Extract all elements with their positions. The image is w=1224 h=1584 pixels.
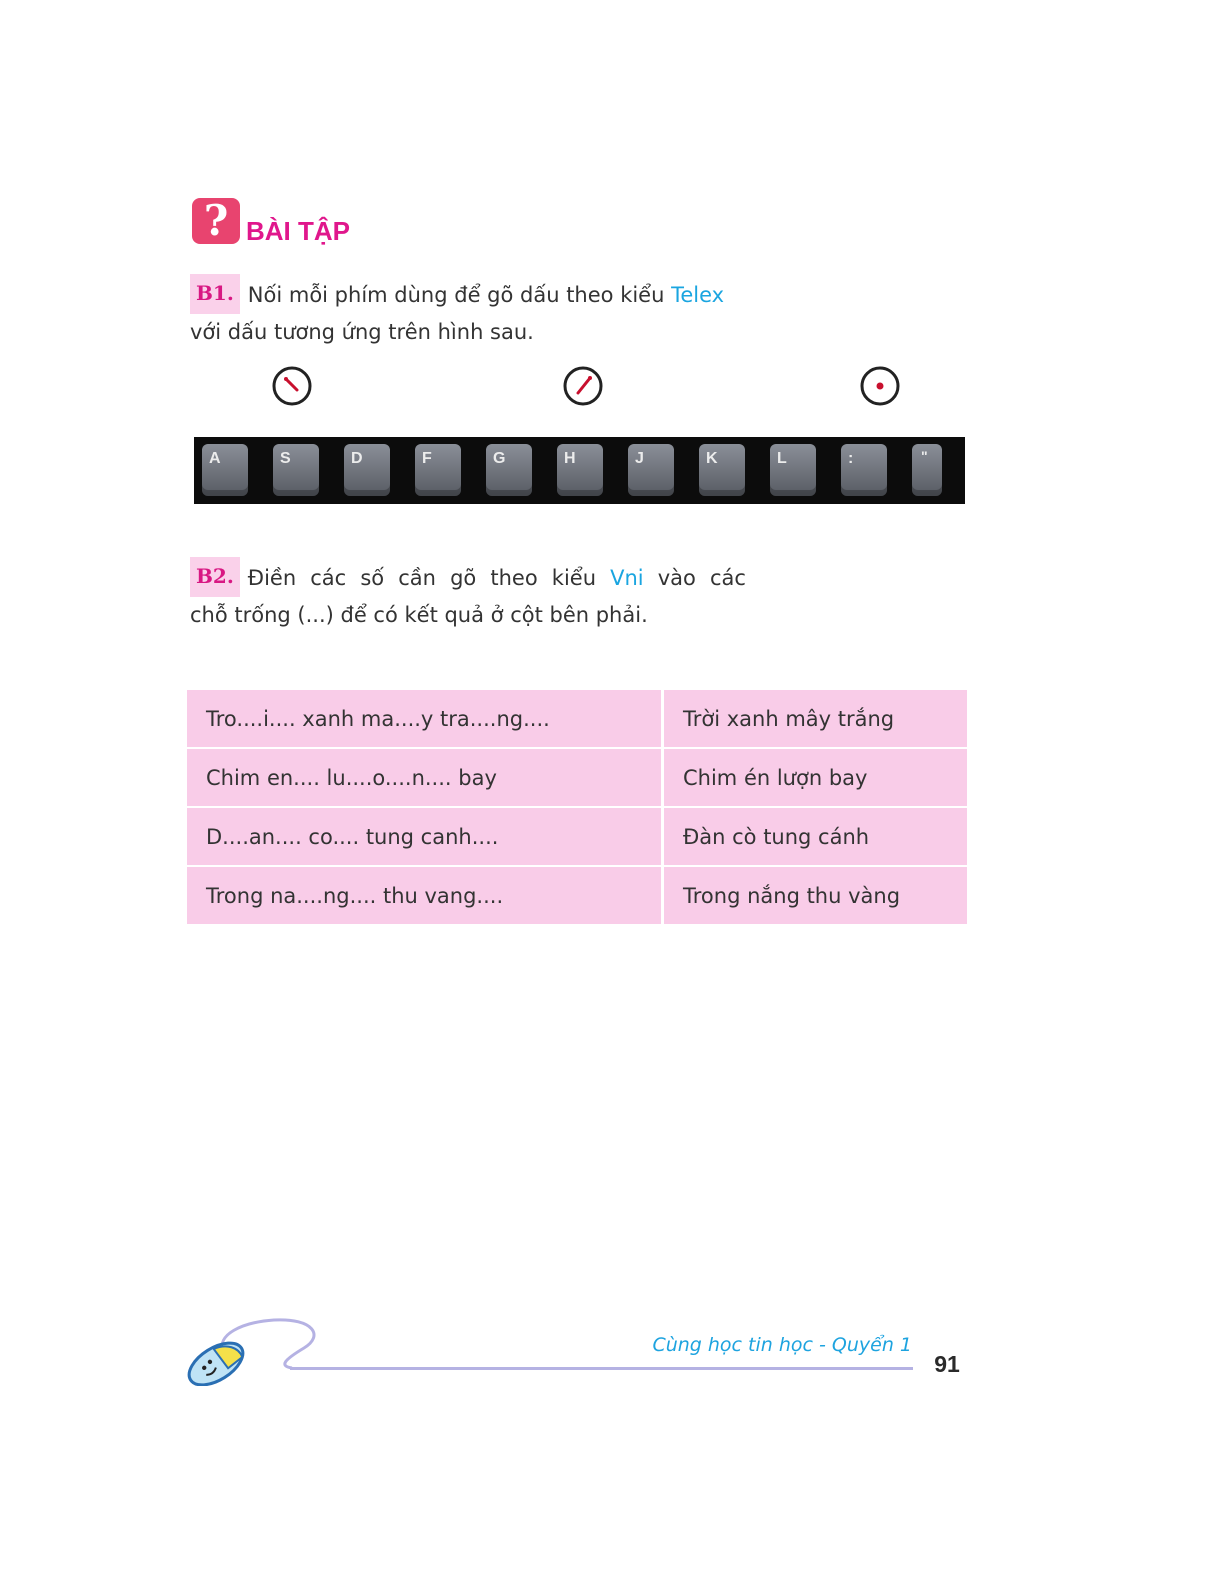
fill-in-table [187, 690, 967, 924]
key-quote: " [912, 444, 942, 496]
exercise-2-badge: B2. [190, 557, 240, 597]
mouse-illustration [184, 1314, 324, 1386]
table-row [187, 690, 967, 748]
question-icon: ? [192, 198, 240, 244]
key-s: S [273, 444, 319, 496]
telex-keyword: Telex [671, 283, 725, 307]
key-f: F [415, 444, 461, 496]
footer-divider [290, 1367, 913, 1370]
answer-cell: Trong nắng thu vàng [663, 866, 968, 924]
table-row [187, 866, 967, 924]
exercise-1-text: Nối mỗi phím dùng để gõ dấu theo kiểu [247, 283, 672, 307]
vni-keyword: Vni [610, 566, 644, 590]
key-g: G [486, 444, 532, 496]
exercise-1-line-1 [190, 274, 750, 314]
blank-cell: Trong na....ng.... thu vang.... [187, 866, 663, 924]
exercise-2 [190, 557, 746, 633]
answer-cell: Chim én lượn bay [663, 748, 968, 807]
book-title: Cùng học tin học - Quyển 1 [652, 1334, 912, 1356]
section-title: BÀI TẬP [246, 216, 350, 246]
table-row [187, 748, 967, 807]
answer-cell: Đàn cò tung cánh [663, 807, 968, 866]
key-d: D [344, 444, 390, 496]
exercise-2-text: Điền các số cần gõ theo kiểu [247, 566, 611, 590]
keyboard-strip [194, 437, 965, 504]
answer-cell: Trời xanh mây trắng [663, 690, 968, 748]
table-row [187, 807, 967, 866]
exercise-1-line-2: với dấu tương ứng trên hình sau. [190, 320, 534, 344]
blank-cell: Tro....i.... xanh ma....y tra....ng.... [187, 690, 663, 748]
blank-cell: Chim en.... lu....o....n.... bay [187, 748, 663, 807]
exercise-1-badge: B1. [190, 274, 240, 314]
exercise-2-text-end: vào các [643, 566, 746, 590]
acute-accent-icon [563, 366, 603, 406]
exercise-2-line-1 [190, 557, 746, 597]
key-a: A [202, 444, 248, 496]
page-number: 91 [934, 1351, 960, 1377]
grave-accent-icon [272, 366, 312, 406]
blank-cell: D....an.... co.... tung canh.... [187, 807, 663, 866]
key-k: K [699, 444, 745, 496]
key-colon: : [841, 444, 887, 496]
dot-below-icon [860, 366, 900, 406]
key-l: L [770, 444, 816, 496]
key-j: J [628, 444, 674, 496]
exercise-1 [190, 274, 750, 350]
exercise-2-line-2: chỗ trống (...) để có kết quả ở cột bên phải. [190, 603, 648, 627]
key-h: H [557, 444, 603, 496]
